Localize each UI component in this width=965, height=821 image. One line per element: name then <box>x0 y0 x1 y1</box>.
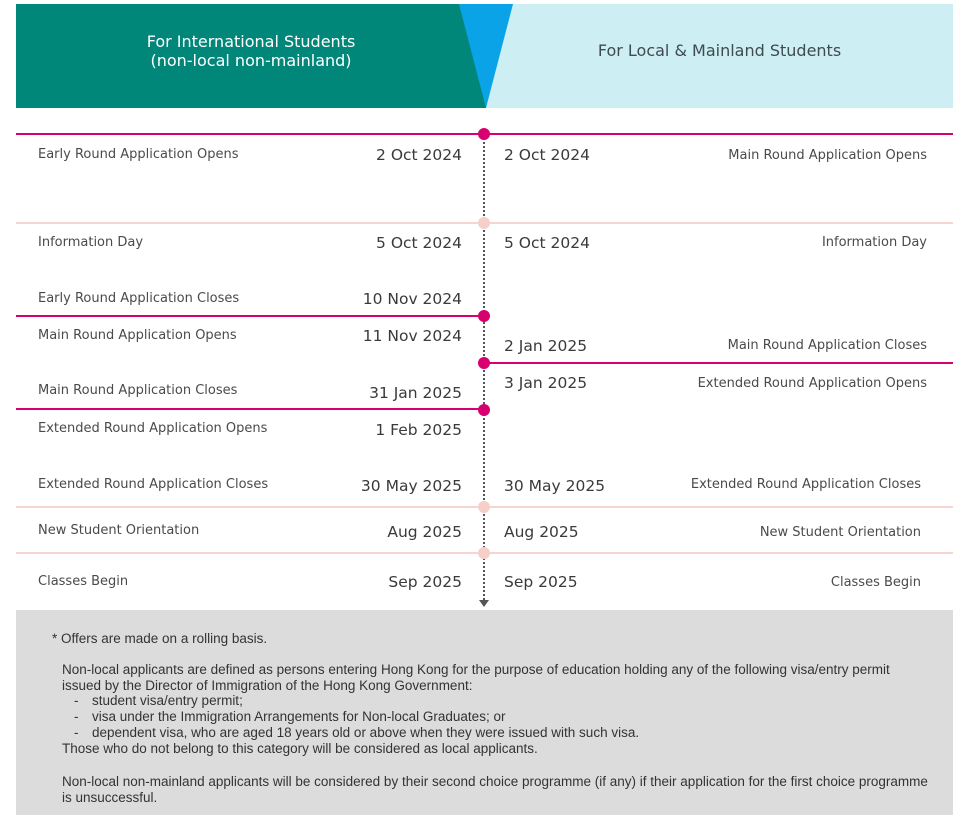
intl-event-label: Extended Round Application Opens <box>38 421 268 436</box>
international-subtitle: (non-local non-mainland) <box>150 51 352 70</box>
local-event-label: Classes Begin <box>830 575 921 590</box>
local-applicant-note: Those who do not belong to this category will be considered as local applicants. <box>62 741 538 756</box>
local-event-date: 30 May 2025 <box>504 477 606 495</box>
local-event-date: 2 Oct 2024 <box>504 146 590 164</box>
intl-event-label: Classes Begin <box>38 574 129 589</box>
timeline-dot <box>478 217 490 229</box>
notes-box <box>16 610 953 815</box>
local-event-date: 3 Jan 2025 <box>504 374 588 392</box>
international-title: For International Students <box>146 32 356 51</box>
local-event-date: Sep 2025 <box>504 573 578 591</box>
intl-event-label: New Student Orientation <box>38 523 200 538</box>
separator-line <box>16 315 484 317</box>
timeline-dot <box>478 547 490 559</box>
timeline-dot <box>478 310 490 322</box>
timeline-dot <box>478 128 490 140</box>
local-title: For Local & Mainland Students <box>597 41 842 60</box>
rolling-basis-note: * Offers are made on a rolling basis. <box>52 631 268 646</box>
intl-event-label: Main Round Application Closes <box>38 383 238 398</box>
arrow-down-icon <box>479 600 489 607</box>
intl-event-date: 5 Oct 2024 <box>376 234 462 252</box>
list-item: - dependent visa, who are aged 18 years old or above when they were issued with such visa. <box>74 725 640 740</box>
intl-event-label: Early Round Application Opens <box>38 147 239 162</box>
intl-event-date: Sep 2025 <box>388 573 462 591</box>
local-event-label: New Student Orientation <box>759 525 921 540</box>
local-event-date: 2 Jan 2025 <box>504 337 588 355</box>
non-local-definition: Non-local applicants are defined as persons entering Hong Kong for the purpose of education holding any of the following visa/entry permit issued by the Director of Immigration of the Hong Kong Government: <box>62 662 890 693</box>
local-event-label: Main Round Application Closes <box>727 338 927 353</box>
local-event-label: Main Round Application Opens <box>728 148 927 163</box>
intl-event-date: 30 May 2025 <box>360 477 462 495</box>
intl-event-label: Information Day <box>38 235 144 250</box>
intl-event-label: Extended Round Application Closes <box>38 477 269 492</box>
intl-event-date: 31 Jan 2025 <box>369 384 462 402</box>
local-event-label: Extended Round Application Opens <box>697 376 927 391</box>
local-event-date: 5 Oct 2024 <box>504 234 590 252</box>
timeline-dot <box>478 501 490 513</box>
list-item: - visa under the Immigration Arrangements for Non-local Graduates; or <box>74 709 506 724</box>
intl-event-date: 2 Oct 2024 <box>376 146 462 164</box>
intl-event-date: 1 Feb 2025 <box>375 421 462 439</box>
intl-event-date: 10 Nov 2024 <box>362 290 462 308</box>
separator-line <box>16 408 484 410</box>
timeline-dot <box>478 404 490 416</box>
intl-event-label: Main Round Application Opens <box>38 328 237 343</box>
local-event-label: Information Day <box>821 235 927 250</box>
list-item: - student visa/entry permit; <box>74 693 243 708</box>
intl-event-label: Early Round Application Closes <box>38 291 240 306</box>
local-event-date: Aug 2025 <box>504 523 579 541</box>
intl-event-date: 11 Nov 2024 <box>362 327 462 345</box>
separator-line <box>486 362 953 364</box>
intl-event-date: Aug 2025 <box>387 523 462 541</box>
local-event-label: Extended Round Application Closes <box>690 477 921 492</box>
second-choice-note: Non-local non-mainland applicants will be considered by their second choice programme (if any) if their application for the first choice programme is unsuccessful. <box>62 774 928 805</box>
timeline-dot <box>478 357 490 369</box>
